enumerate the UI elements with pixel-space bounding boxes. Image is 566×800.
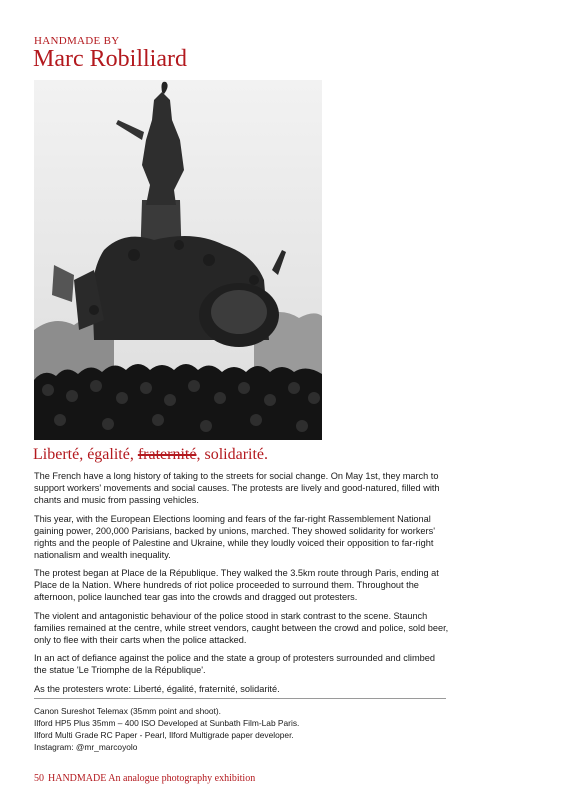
headline-part2: , solidarité. [196, 446, 269, 463]
credits [34, 705, 454, 753]
divider [34, 698, 446, 699]
credit-film: Ilford HP5 Plus 35mm – 400 ISO Developed at Sunbath Film-Lab Paris. [34, 718, 300, 728]
paragraph: In an act of defiance against the police and the state a group of protesters surrounded and climbed the statue 'Le Triomphe de la République'. [34, 653, 435, 675]
paragraph: The protest began at Place de la République. They walked the 3.5km route through Paris, ending at Place de la Nation. Where hundreds of riot police proceeded to surround them. Throughout the afternoon, police launched tear gas into the crowds and dragged out protesters. [34, 568, 439, 602]
kicker: HANDMADE BY [34, 35, 120, 47]
paragraph: The French have a long history of taking to the streets for social change. On May 1st, they march to support workers' movements and social causes. The protests are lively and good-natured, filled with chants and music from passing vehicles. [34, 471, 440, 505]
headline [33, 446, 268, 464]
body-text [34, 470, 450, 701]
credit-paper: Ilford Multi Grade RC Paper - Pearl, Ilford Multigrade paper developer. [34, 730, 294, 740]
credit-camera: Canon Sureshot Telemax (35mm point and shoot). [34, 706, 221, 716]
paragraph: This year, with the European Elections looming and fears of the far-right Rassemblement National gaining power, 200,000 Parisians, backed by unions, marched. They showed solidarity for workers' rights and the people of Palestine and Ukraine, while they loudly voiced their opposition to far-right nationalism and wealth inequality. [34, 513, 435, 560]
footer [34, 773, 255, 784]
page-number: 50 [34, 773, 44, 784]
credit-instagram: Instagram: @mr_marcoyolo [34, 742, 138, 752]
paragraph: As the protesters wrote: Liberté, égalité, fraternité, solidarité. [34, 683, 280, 694]
paragraph: The violent and antagonistic behaviour of the police stood in stark contrast to the scene. Staunch families remained at the centre, while street vendors, caught between the crowd and police, sold beer, only to flee with their carts when the police attacked. [34, 610, 449, 645]
headline-part1: Liberté, égalité, [33, 446, 138, 463]
author-name: Marc Robilliard [33, 46, 187, 72]
protest-photo [34, 80, 322, 440]
footer-title: HANDMADE An analogue photography exhibition [48, 773, 256, 784]
headline-struck-word: fraternité [137, 446, 197, 463]
